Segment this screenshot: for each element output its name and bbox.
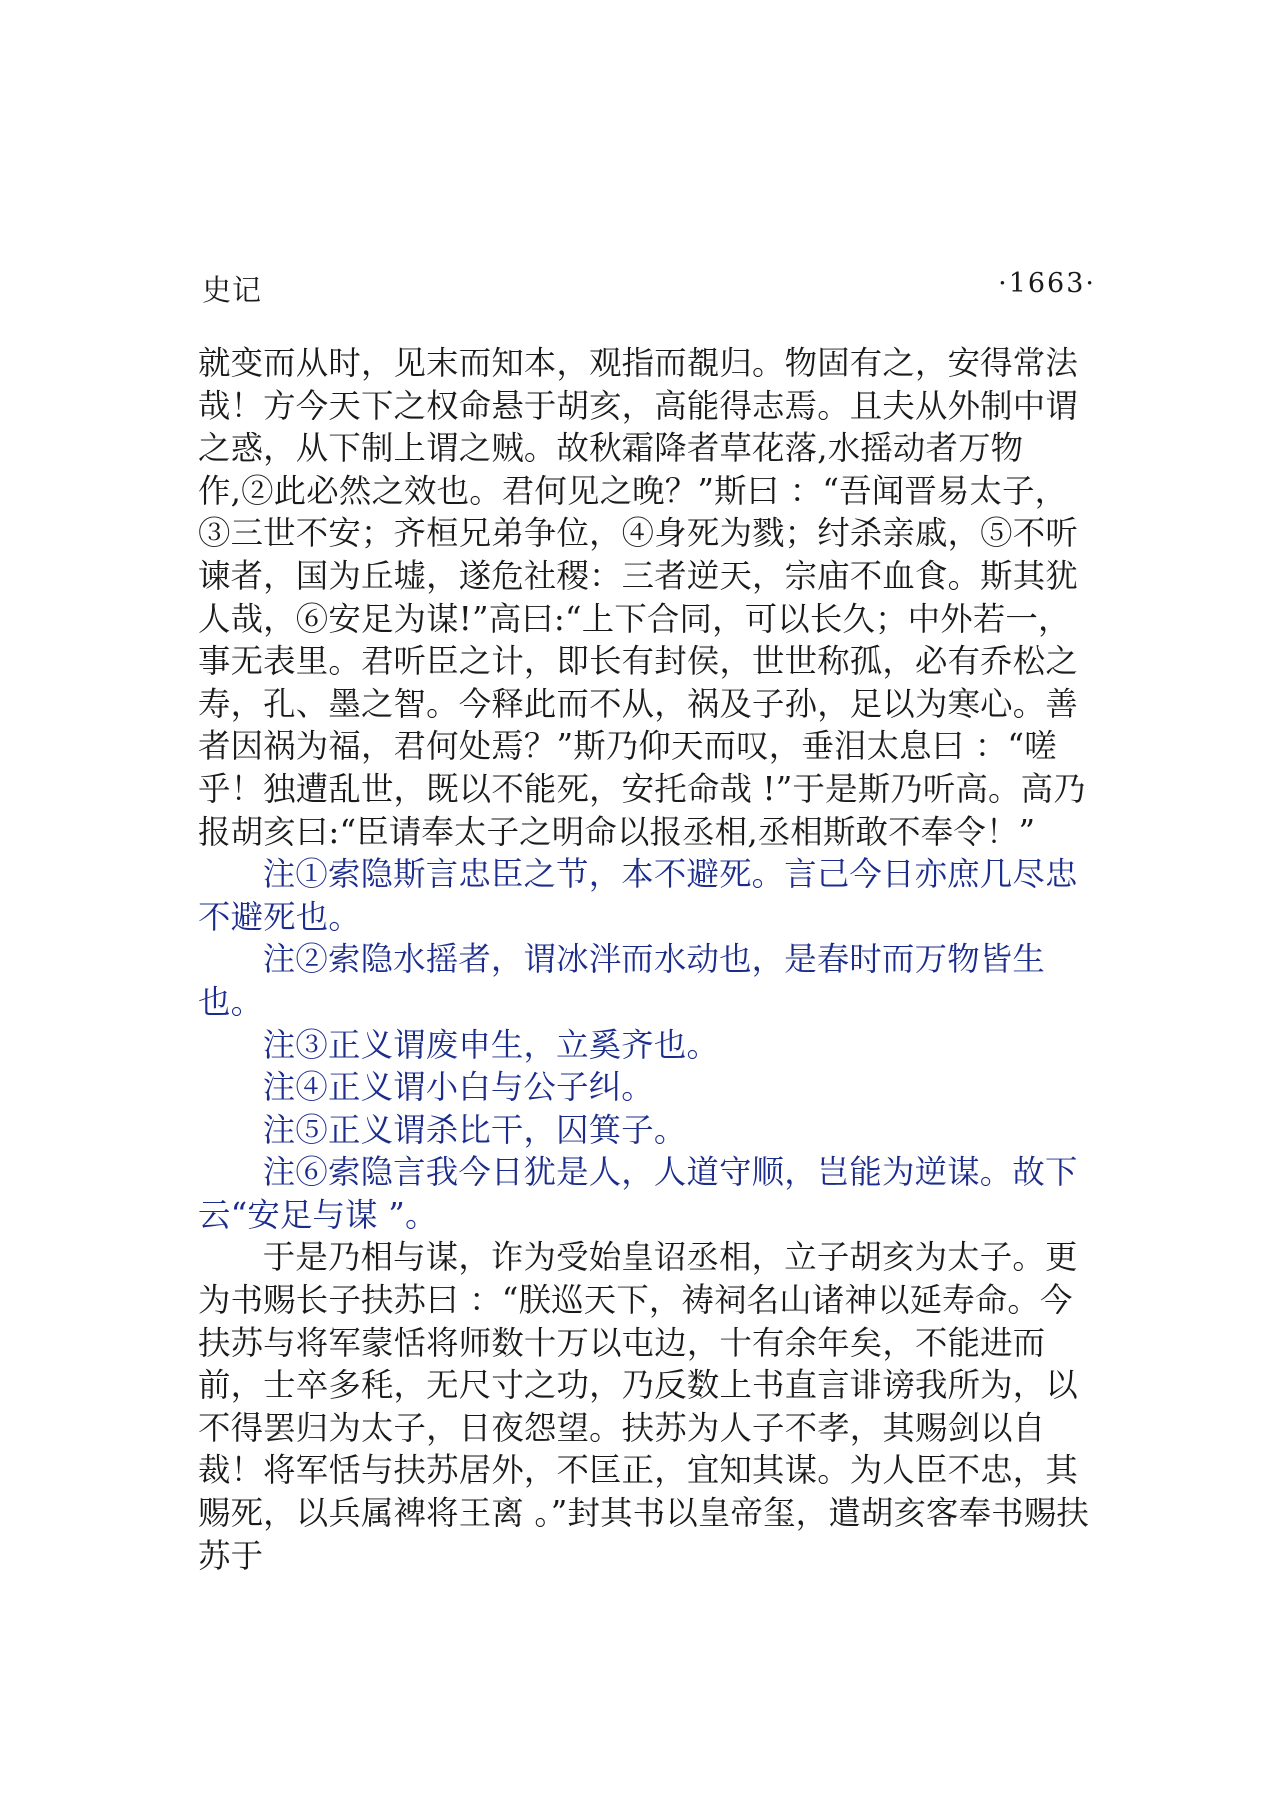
body-text (198, 342, 1098, 1577)
page (198, 268, 1098, 1577)
note-5: 注⑤正义谓杀比干，囚箕子。 (262, 1110, 687, 1149)
note-1: 注①索隐斯言忠臣之节，本不避死。言己今日亦庶几尽忠不避死也。 (198, 855, 1078, 936)
book-title: 史记 (202, 273, 263, 307)
note-3: 注③正义谓废申生，立奚齐也。 (262, 1025, 720, 1064)
paragraph-2: 于是乃相与谋，诈为受始皇诏丞相，立子胡亥为太子。更为书赐长子扶苏曰 ：“朕巡天下，祷祠名山诸神以延寿命。今扶苏与将军蒙恬将师数十万以屯边，十有余年矣，不能进而前，士卒多秏，无尺寸之功，乃反数上书直言诽谤我所为，以不得罢归为太子，日夜怨望。扶苏为人子不孝，其赐剑以自裁！将军恬与扶苏居外，不匡正，宜知其谋。为人臣不忠，其赐死，以兵属裨将王离 。”封其书以皇帝玺，遣胡亥客奉书赐扶苏于 (198, 1238, 1090, 1575)
paragraph-1: 就变而从时，见末而知本，观指而覩归。物固有之，安得常法哉！方今天下之权命悬于胡亥，高能得志焉。且夫从外制中谓之惑，从下制上谓之贼。故秋霜降者草花落,水摇动者万物作,②此必然之效也。君何见之晚？”斯曰 ：“吾闻晋易太子，③三世不安；齐桓兄弟争位，④身死为戮；纣杀亲戚，⑤不听谏者，国为丘墟，遂危社稷：三者逆天，宗庙不血食。斯其犹人哉，⑥安足为谋!”高曰:“上下合同，可以长久；中外若一，事无表里。君听臣之计，即长有封侯，世世称孤，必有乔松之寿，孔、墨之智。今释此而不从，祸及子孙，足以为寒心。善者因祸为福，君何处焉？”斯乃仰天而叹，垂泪太息曰 ：“嗟乎！独遭乱世，既以不能死，安托命哉 !”于是斯乃听高。高乃报胡亥曰:“臣请奉太子之明命以报丞相,丞相斯敢不奉令！” (198, 344, 1086, 851)
note-6: 注⑥索隐言我今日犹是人，人道守顺，岂能为逆谋。故下云“安足与谋 ”。 (198, 1153, 1078, 1234)
note-4: 注④正义谓小白与公子纠。 (262, 1068, 654, 1107)
page-header (198, 268, 1098, 308)
page-number: ·1663· (998, 268, 1096, 299)
note-2: 注②索隐水摇者，谓冰泮而水动也，是春时而万物皆生也。 (198, 940, 1045, 1021)
